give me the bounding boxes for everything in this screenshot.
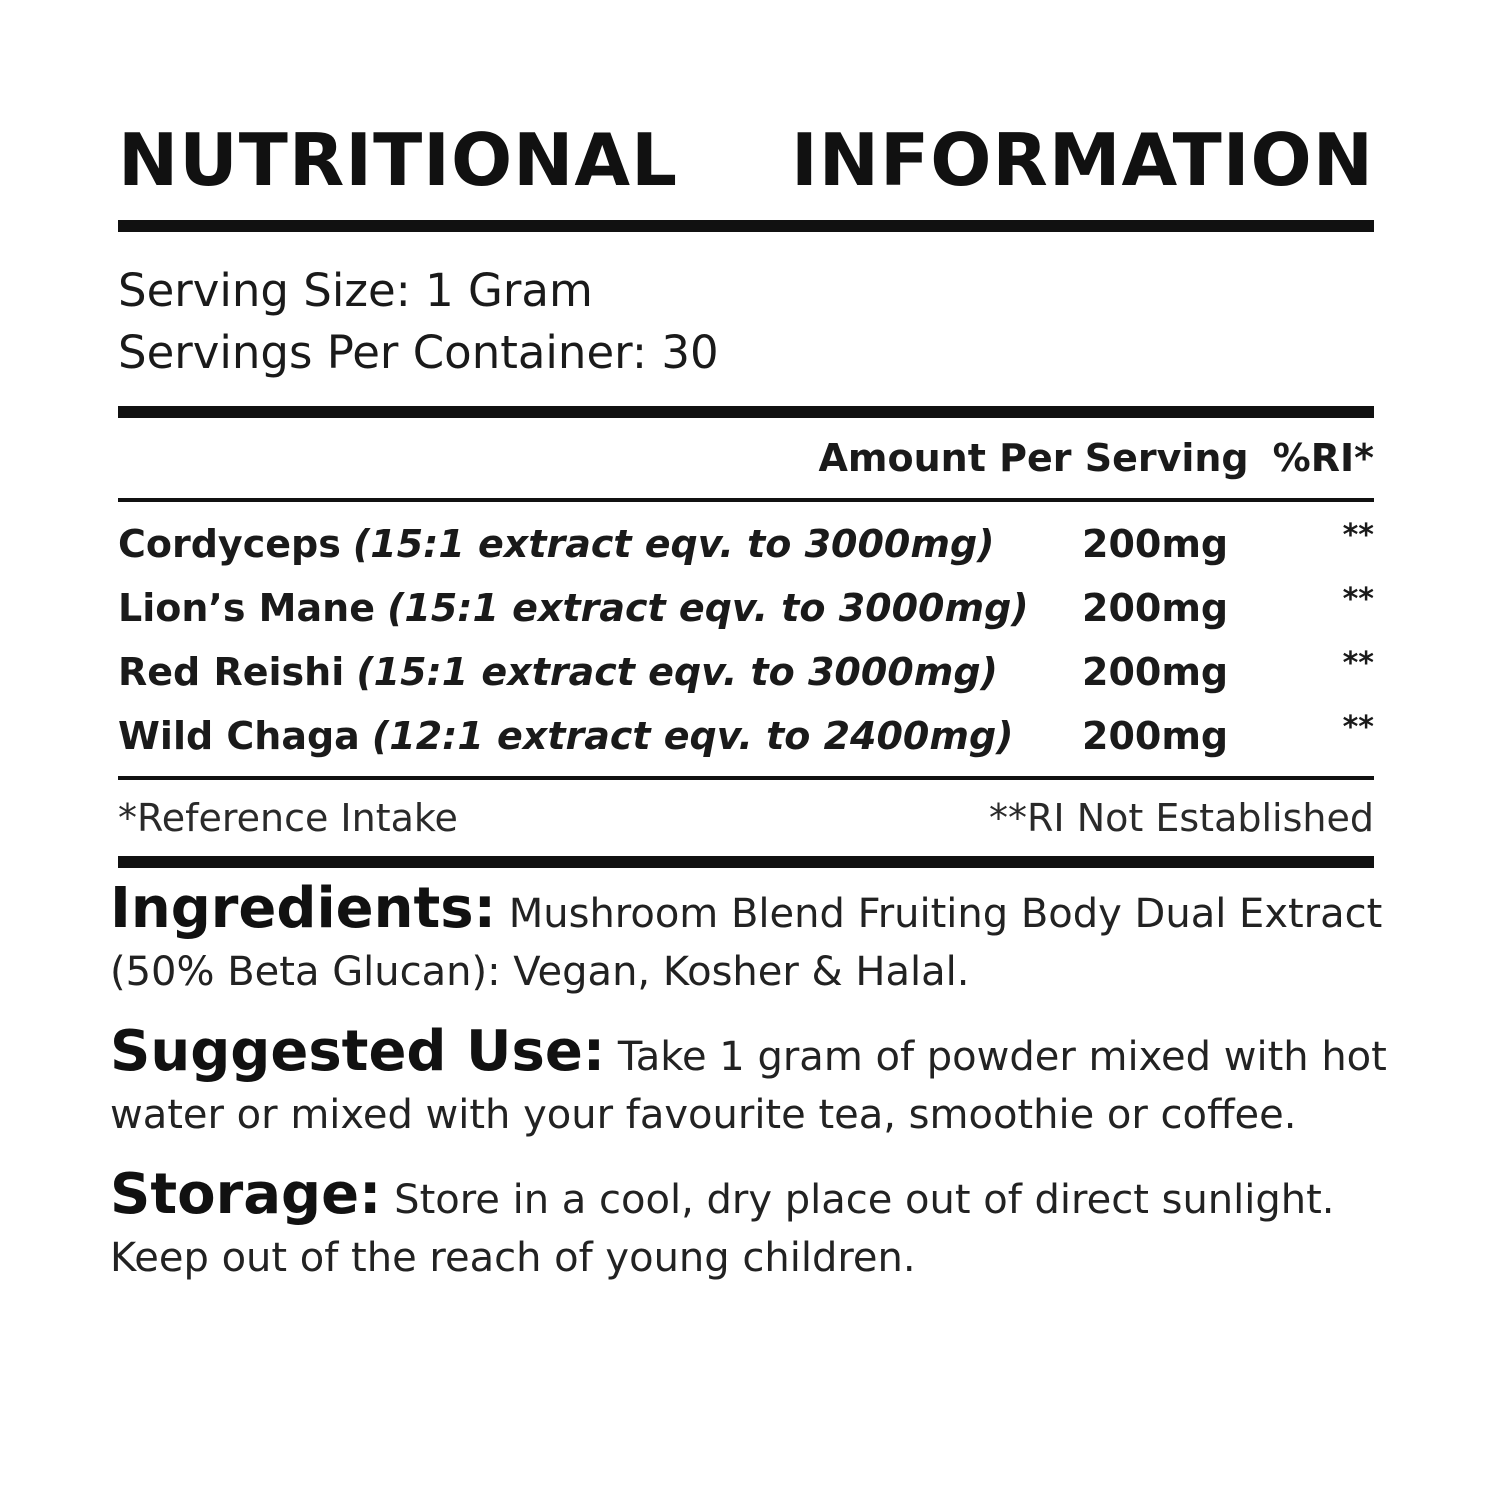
ingredient-ri: ** (1342, 710, 1374, 745)
ingredient-name-cell (118, 650, 1082, 694)
page-title: NUTRITIONAL INFORMATION (118, 118, 1374, 202)
ingredient-amount: 200mg (1082, 586, 1229, 630)
table-row (118, 576, 1374, 640)
header-ri: %RI* (1272, 436, 1374, 480)
ingredient-amount: 200mg (1082, 714, 1229, 758)
storage-paragraph (110, 1162, 1430, 1287)
ingredient-extract: (15:1 extract eqv. to 3000mg) (356, 650, 998, 694)
ingredient-name: Lion’s Mane (118, 586, 375, 630)
ingredients-table (118, 502, 1374, 776)
footnotes (118, 780, 1374, 856)
ingredient-name-cell (118, 714, 1082, 758)
footnote-reference-intake: *Reference Intake (118, 796, 458, 840)
serving-size: Serving Size: 1 Gram (118, 264, 593, 317)
table-row (118, 704, 1374, 768)
table-row (118, 640, 1374, 704)
ingredient-ri: ** (1342, 582, 1374, 617)
ingredient-name: Wild Chaga (118, 714, 360, 758)
suggested-use-text: Take 1 gram of powder mixed with hot water or mixed with your favourite tea, smoothie or coffee. (110, 1034, 1387, 1138)
ingredients-text: Mushroom Blend Fruiting Body Dual Extract (50% Beta Glucan): Vegan, Kosher & Halal. (110, 891, 1383, 995)
ingredient-extract: (15:1 extract eqv. to 3000mg) (387, 586, 1029, 630)
suggested-use-paragraph (110, 1019, 1430, 1144)
suggested-use-label: Suggested Use: (110, 1019, 606, 1084)
ingredient-name-cell (118, 586, 1082, 630)
serving-info (118, 232, 1374, 406)
ingredients-paragraph (110, 876, 1430, 1001)
ingredients-label: Ingredients: (110, 876, 497, 941)
ingredient-name-cell (118, 522, 1082, 566)
servings-per-container: Servings Per Container: 30 (118, 326, 719, 379)
footnote-ri-not-established: **RI Not Established (989, 796, 1374, 840)
table-row (118, 512, 1374, 576)
divider-thick (118, 406, 1374, 418)
ingredient-amount: 200mg (1082, 650, 1229, 694)
ingredient-ri: ** (1342, 518, 1374, 553)
product-details (110, 876, 1430, 1309)
nutrition-panel (118, 110, 1374, 868)
ingredient-extract: (15:1 extract eqv. to 3000mg) (352, 522, 995, 566)
ingredient-extract: (12:1 extract eqv. to 2400mg) (371, 714, 1014, 758)
storage-text: Store in a cool, dry place out of direct sunlight. Keep out of the reach of young children. (110, 1177, 1335, 1281)
storage-label: Storage: (110, 1162, 382, 1227)
table-header (118, 418, 1374, 498)
divider-thick (118, 220, 1374, 232)
ingredient-name: Cordyceps (118, 522, 341, 566)
ingredient-amount: 200mg (1082, 522, 1229, 566)
ingredient-name: Red Reishi (118, 650, 345, 694)
ingredient-ri: ** (1342, 646, 1374, 681)
divider-thick (118, 856, 1374, 868)
header-amount-per-serving: Amount Per Serving (818, 436, 1249, 480)
